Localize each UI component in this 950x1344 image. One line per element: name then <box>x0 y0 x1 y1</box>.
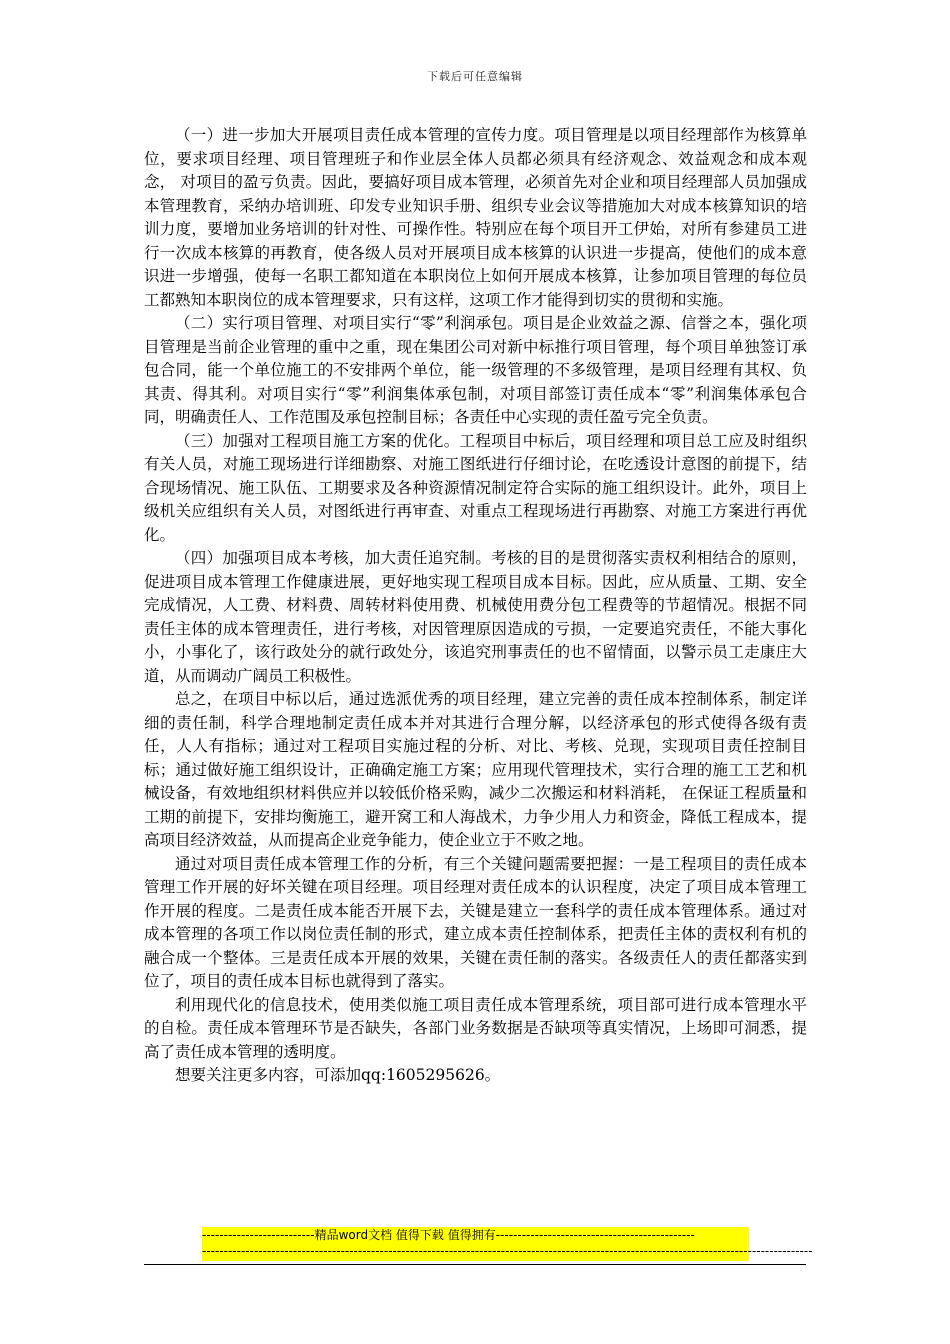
footer-banner <box>202 1227 813 1261</box>
paragraph-2: （二）实行项目管理、对项目实行“零”利润承包。项目是企业效益之源、信誉之本，强化项目管理是当前企业管理的重中之重，现在集团公司对新中标推行项目管理，每个项目单独签订承包合同，能一个单位施工的不安排两个单位，能一级管理的不多级管理，是项目经理有其权、负其责、得其利。对项目实行“零”利润集体承包制，对项目部签订责任成本“零”利润集体承包合同，明确责任人、工作范围及承包控制目标；各责任中心实现的责任盈亏完全负责。 <box>144 314 807 426</box>
paragraph-5: 总之，在项目中标以后，通过选派优秀的项目经理，建立完善的责任成本控制体系，制定详细的责任制，科学合理地制定责任成本并对其进行合理分解，以经济承包的形式使得各级有责任，人人有指标；通过对工程项目实施过程的分析、对比、考核、兑现，实现项目责任控制目标；通过做好施工组织设计，正确确定施工方案；应用现代管理技术，实行合理的施工工艺和机械设备，有效地组织材料供应并以较低价格采购，减少二次搬运和材料消耗， 在保证工程质量和工期的前提下，安排均衡施工，避开窝工和人海战术，力争少用人力和资金，降低工程成本，提高项目经济效益，从而提高企业竞争能力，使企业立于不败之地。 <box>144 690 807 849</box>
document-body <box>144 124 807 1088</box>
paragraph-6: 通过对项目责任成本管理工作的分析，有三个关键问题需要把握：一是工程项目的责任成本管理工作开展的好坏关键在项目经理。项目经理对责任成本的认识程度，决定了项目成本管理工作开展的程度。二是责任成本能否开展下去，关键是建立一套科学的责任成本管理体系。通过对成本管理的各项工作以岗位责任制的形式，建立成本责任控制体系，把责任主体的责权利有机的融合成一个整体。三是责任成本开展的效果，关键在责任制的落实。各级责任人的责任都落实到位了，项目的责任成本目标也就得到了落实。 <box>144 854 807 990</box>
paragraph-1: （一）进一步加大开展项目责任成本管理的宣传力度。项目管理是以项目经理部作为核算单位，要求项目经理、项目管理班子和作业层全体人员都必须具有经济观念、效益观念和成本观念， 对项目的盈亏负责。因此，要搞好项目成本管理，必须首先对企业和项目经理部人员加强成本管理教育，采纳办培训班、印发专业知识手册、组织专业会议等措施加大对成本核算知识的培训力度，要增加业务培训的针对性、可操作性。特别应在每个项目开工伊始，对所有参建员工进行一次成本核算的再教育，使各级人员对开展项目成本核算的认识进一步提高，使他们的成本意识进一步增强，使每一名职工都知道在本职岗位上如何开展成本核算，让参加项目管理的每位员工都熟知本职岗位的成本管理要求，只有这样，这项工作才能得到切实的贯彻和实施。 <box>144 126 807 309</box>
paragraph-contact: 想要关注更多内容，可添加qq:1605295626。 <box>175 1066 501 1084</box>
paragraph-3: （三）加强对工程项目施工方案的优化。工程项目中标后，项目经理和项目总工应及时组织有关人员，对施工现场进行详细勘察、对施工图纸进行仔细讨论，在吃透设计意图的前提下，结合现场情况、施工队伍、工期要求及各种资源情况制定符合实际的施工组织设计。此外，项目上级机关应组织有关人员，对图纸进行再审查、对重点工程现场进行再勘察、对施工方案进行再优化。 <box>144 431 807 544</box>
footer-divider <box>144 1264 806 1265</box>
paragraph-4: （四）加强项目成本考核，加大责任追究制。考核的目的是贯彻落实责权利相结合的原则，促进项目成本管理工作健康进展，更好地实现工程项目成本目标。因此，应从质量、工期、安全完成情况，人工费、材料费、周转材料使用费、机械使用费分包工程费等的节超情况。根据不同责任主体的成本管理责任，进行考核，对因管理原因造成的亏损，一定要追究责任，不能大事化小，小事化了，该行政处分的就行政处分，该追究刑事责任的也不留情面，以警示员工走康庄大道，从而调动广阔员工积极性。 <box>144 549 807 685</box>
page-header: 下载后可任意编辑 <box>427 70 523 83</box>
paragraph-7: 利用现代化的信息技术，使用类似施工项目责任成本管理系统，项目部可进行成本管理水平的自检。责任成本管理环节是否缺失，各部门业务数据是否缺项等真实情况，上场即可洞悉，提高了责任成本管理的透明度。 <box>144 995 807 1061</box>
footer-banner-line-2: --------------------------------------------------------------------------------------------------------------------------------------------- <box>202 1244 813 1258</box>
footer-banner-line-1: --------------------------精品word文档 值得下载 值得拥有---------------------------------------------- <box>202 1228 695 1242</box>
